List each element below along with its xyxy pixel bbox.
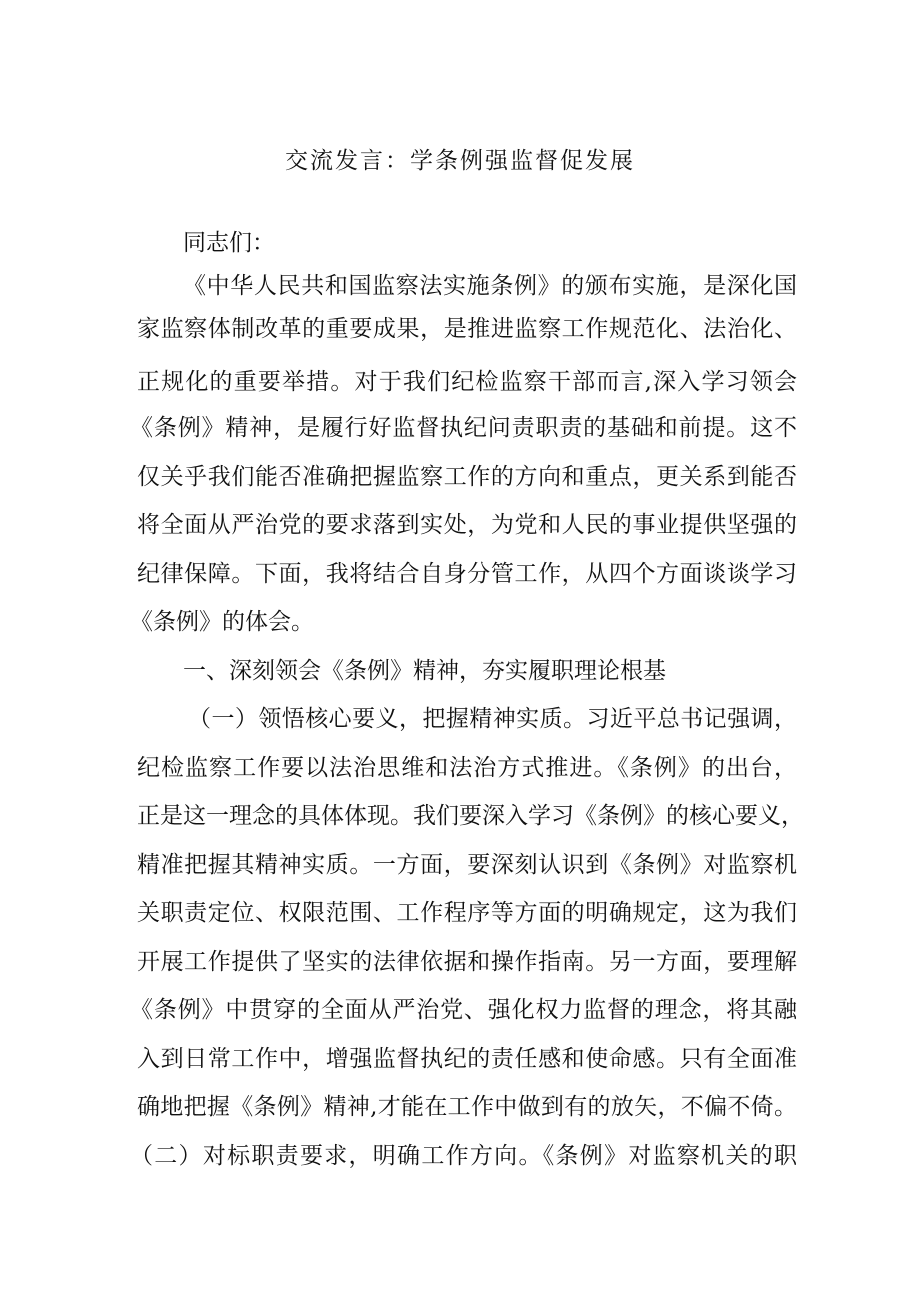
greeting: 同志们： <box>183 230 275 256</box>
document-title: 交流发言：学条例强监督促发展 <box>285 148 635 174</box>
body-line: 《中华人民共和国监察法实施条例》的颁布实施，是深化国 <box>183 273 797 299</box>
body-line: 《条例》的体会。 <box>130 609 314 635</box>
body-line: 正是这一理念的具体体现。我们要深入学习《条例》的核心要义， <box>137 803 804 829</box>
body-line: 《条例》中贯穿的全面从严治党、强化权力监督的理念，将其融 <box>130 997 797 1023</box>
body-line: 将全面从严治党的要求落到实处，为党和人民的事业提供坚强的 <box>137 512 797 538</box>
body-line: 《条例》精神，是履行好监督执纪问责职责的基础和前提。这不 <box>130 415 797 441</box>
body-line: 正规化的重要举措。对于我们纪检监察干部而言,深入学习领会 <box>137 369 797 395</box>
body-line: 关职责定位、权限范围、工作程序等方面的明确规定，这为我们 <box>137 900 797 926</box>
body-line: （一）领悟核心要义，把握精神实质。习近平总书记强调， <box>188 706 797 732</box>
section-heading: 一、深刻领会《条例》精神，夯实履职理论根基 <box>183 658 666 684</box>
body-line: 精准把握其精神实质。一方面，要深刻认识到《条例》对监察机 <box>137 852 797 878</box>
body-line: 纪检监察工作要以法治思维和法治方式推进。《条例》的出台， <box>137 755 797 781</box>
body-line: （二）对标职责要求，明确工作方向。《条例》对监察机关的职 <box>130 1143 797 1169</box>
body-line: 确地把握《条例》精神,才能在工作中做到有的放矢，不偏不倚。 <box>137 1094 797 1120</box>
body-line: 入到日常工作中，增强监督执纪的责任感和使命感。只有全面准 <box>137 1046 797 1072</box>
body-line: 仅关乎我们能否准确把握监察工作的方向和重点，更关系到能否 <box>137 464 797 490</box>
body-line: 纪律保障。下面，我将结合自身分管工作，从四个方面谈谈学习 <box>137 561 797 587</box>
body-line: 家监察体制改革的重要成果，是推进监察工作规范化、法治化、 <box>137 316 797 342</box>
body-line: 开展工作提供了坚实的法律依据和操作指南。另一方面，要理解 <box>137 949 797 975</box>
